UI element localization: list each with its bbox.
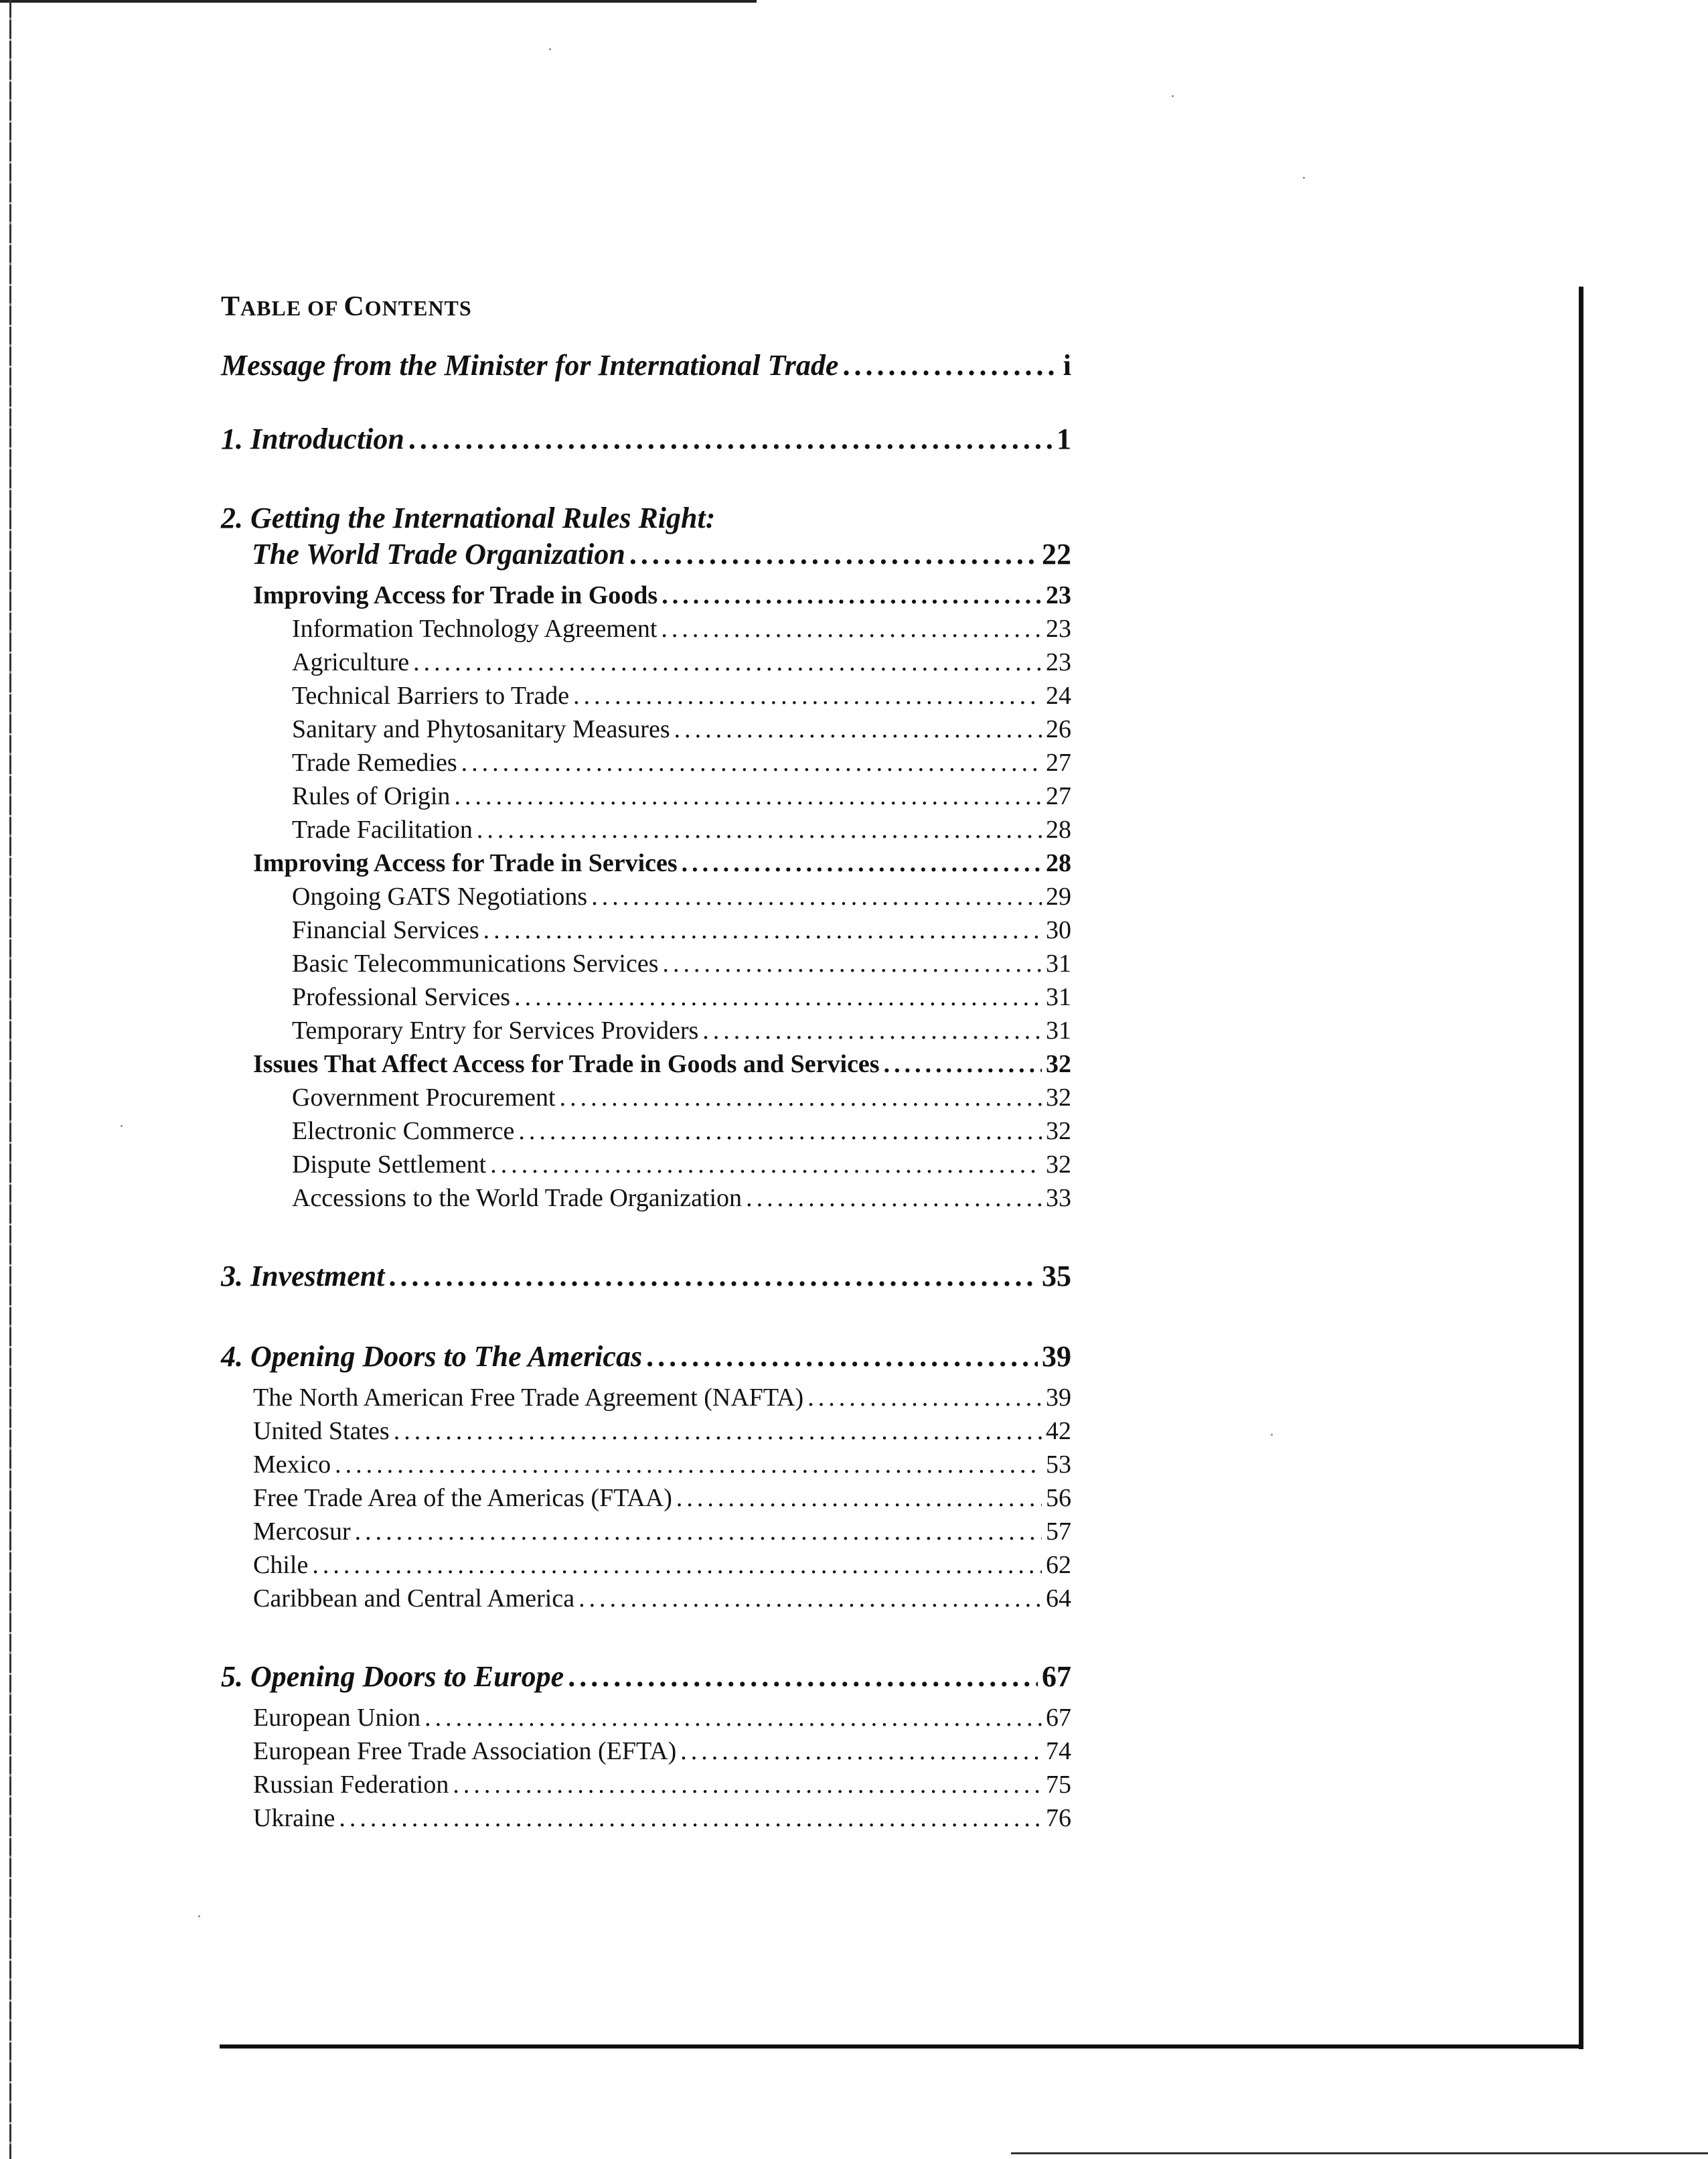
toc-subentry[interactable] (221, 1148, 1071, 1181)
toc-entry-label: Trade Remedies (292, 749, 457, 777)
toc-page-number: 31 (1046, 1017, 1071, 1045)
toc-subentry[interactable] (221, 1381, 1071, 1414)
toc-entry-label: Technical Barriers to Trade (292, 682, 570, 710)
toc-subentry[interactable] (221, 713, 1071, 746)
dot-leader (413, 646, 1042, 679)
toc-entry-label: Agriculture (292, 648, 410, 676)
dot-leader (335, 1448, 1042, 1481)
toc-subentry[interactable] (221, 612, 1071, 646)
dot-leader (842, 347, 1059, 384)
dot-leader (568, 1658, 1038, 1696)
scan-speck (1172, 95, 1174, 97)
toc-entry-label: Free Trade Area of the Americas (FTAA) (253, 1484, 672, 1512)
dot-leader (662, 579, 1042, 612)
toc-entry-label: European Free Trade Association (EFTA) (253, 1737, 677, 1765)
toc-page-number: 56 (1046, 1484, 1071, 1512)
dot-leader (388, 1258, 1038, 1295)
toc-page-number: 42 (1046, 1417, 1071, 1445)
dot-leader (312, 1548, 1042, 1582)
toc-subentry[interactable] (221, 646, 1071, 679)
toc-page-number: 32 (1046, 1150, 1071, 1179)
dot-leader (514, 980, 1042, 1014)
spacer (221, 1615, 1071, 1658)
toc-subentry[interactable] (221, 980, 1071, 1014)
toc-entry-label: Caribbean and Central America (253, 1584, 575, 1613)
toc-entry-label: Basic Telecommunications Services (292, 950, 659, 978)
toc-entry-label: Electronic Commerce (292, 1117, 515, 1145)
dot-leader (591, 880, 1042, 913)
scan-speck (1271, 1434, 1273, 1436)
toc-entry-label: Temporary Entry for Services Providers (292, 1017, 699, 1045)
toc-entry-chapter-4[interactable] (221, 1338, 1071, 1375)
toc-page-number: 76 (1046, 1804, 1071, 1832)
toc-page-number: 1 (1057, 423, 1071, 455)
toc-subentry[interactable] (221, 1701, 1071, 1734)
toc-entry-label: Government Procurement (292, 1084, 556, 1112)
toc-heading-part: ABLE OF (240, 296, 344, 320)
toc-entry-label: European Union (253, 1704, 421, 1732)
toc-page-number: 75 (1046, 1771, 1071, 1799)
toc-subentry[interactable] (221, 880, 1071, 913)
toc-entry-label: Sanitary and Phytosanitary Measures (292, 715, 670, 743)
toc-entry-label: Dispute Settlement (292, 1150, 487, 1179)
toc-entry-label: 5. Opening Doors to Europe (221, 1660, 564, 1693)
toc-subentry[interactable] (221, 1481, 1071, 1515)
toc-page-number: 33 (1046, 1184, 1071, 1212)
toc-section-goods[interactable] (221, 579, 1071, 612)
toc-entry-label: Mercosur (253, 1517, 351, 1546)
dot-leader (676, 1481, 1042, 1515)
dot-leader (663, 947, 1042, 980)
dot-leader (573, 679, 1042, 713)
toc-entry-label: United States (253, 1417, 390, 1445)
toc-chapter-2-title-line1[interactable]: 2. Getting the International Rules Right: (221, 502, 716, 534)
toc-page-number: 22 (1042, 538, 1071, 571)
toc-page-number: i (1063, 349, 1071, 382)
toc-heading-part: T (221, 291, 241, 322)
toc-entry-label: The World Trade Organization (252, 538, 625, 571)
toc-heading-part: ONTENTS (364, 296, 472, 320)
toc-page-number: 31 (1046, 950, 1071, 978)
toc-subentry[interactable] (221, 746, 1071, 779)
dot-leader (746, 1181, 1042, 1215)
toc-entry-chapter-5[interactable] (221, 1658, 1071, 1696)
dot-leader (674, 713, 1042, 746)
spacer (221, 1215, 1071, 1258)
dot-leader (682, 846, 1042, 880)
toc-subentry[interactable] (221, 1768, 1071, 1801)
toc-subentry[interactable] (221, 1582, 1071, 1615)
toc-page-number: 26 (1046, 715, 1071, 743)
toc-entry-label: Ukraine (253, 1804, 335, 1832)
toc-page-number: 29 (1046, 883, 1071, 911)
dot-leader (702, 1014, 1042, 1047)
scan-bottom-line (1011, 2152, 1708, 2154)
dot-leader (355, 1515, 1042, 1548)
toc-subentry[interactable] (221, 1081, 1071, 1114)
dot-leader (424, 1701, 1042, 1734)
spacer (221, 573, 1071, 579)
toc-subentry[interactable] (221, 913, 1071, 947)
dot-leader (629, 536, 1038, 573)
dot-leader (884, 1047, 1042, 1081)
toc-subentry[interactable] (221, 1448, 1071, 1481)
toc-page-number: 28 (1046, 816, 1071, 844)
dot-leader (483, 913, 1042, 947)
toc-entry-label: Trade Facilitation (292, 816, 473, 844)
toc-heading (221, 291, 1071, 323)
toc-entry-label: Improving Access for Trade in Goods (253, 581, 658, 609)
toc-entry-label: The North American Free Trade Agreement (NAFTA) (253, 1384, 804, 1412)
page-frame-right-rule (1579, 287, 1583, 2049)
toc-subentry[interactable] (221, 1414, 1071, 1448)
toc-entry-label: Professional Services (292, 983, 511, 1011)
toc-page-number: 32 (1046, 1117, 1071, 1145)
spacer (221, 1696, 1071, 1701)
dot-leader (661, 612, 1042, 646)
toc-entry-label: Information Technology Agreement (292, 615, 657, 643)
toc-entry-label: Ongoing GATS Negotiations (292, 883, 588, 911)
dot-leader (461, 746, 1042, 779)
toc-entry-message[interactable] (221, 347, 1071, 384)
dot-leader (408, 421, 1053, 458)
toc-entry-label: Financial Services (292, 916, 479, 944)
toc-page-number: 53 (1046, 1450, 1071, 1479)
toc-entry-label: Improving Access for Trade in Services (253, 849, 678, 877)
toc-subentry[interactable] (221, 1181, 1071, 1215)
toc-page-number: 30 (1046, 916, 1071, 944)
toc-entry-label: Chile (253, 1551, 309, 1579)
toc-page-number: 27 (1046, 782, 1071, 810)
toc-page-number: 62 (1046, 1551, 1071, 1579)
toc-subentry[interactable] (221, 1114, 1071, 1148)
toc-entry-label: Rules of Origin (292, 782, 451, 810)
toc-page-number: 23 (1046, 581, 1071, 609)
spacer (221, 1295, 1071, 1338)
toc-subentry[interactable] (221, 1734, 1071, 1768)
toc-entry-label: 1. Introduction (221, 423, 404, 455)
dot-leader (578, 1582, 1042, 1615)
table-of-contents (221, 291, 1071, 1835)
spacer (221, 458, 1071, 501)
scan-speck (121, 1125, 123, 1127)
toc-page-number: 35 (1042, 1260, 1071, 1292)
toc-page-number: 64 (1046, 1584, 1071, 1613)
toc-page-number: 39 (1046, 1384, 1071, 1412)
toc-page-number: 32 (1046, 1050, 1071, 1078)
toc-subentry[interactable] (221, 947, 1071, 980)
toc-page-number: 67 (1042, 1660, 1071, 1693)
toc-entry-label: 4. Opening Doors to The Americas (221, 1340, 643, 1373)
scan-speck (549, 48, 551, 50)
toc-entry-label: 3. Investment (221, 1260, 385, 1292)
toc-page-number: 67 (1046, 1704, 1071, 1732)
toc-section-issues[interactable] (221, 1047, 1071, 1081)
dot-leader (339, 1801, 1042, 1835)
toc-subentry[interactable] (221, 1515, 1071, 1548)
toc-subentry[interactable] (221, 779, 1071, 813)
scan-speck (198, 1915, 200, 1917)
dot-leader (477, 813, 1042, 846)
toc-page-number: 32 (1046, 1084, 1071, 1112)
dot-leader (454, 779, 1042, 813)
toc-entry-label: Issues That Affect Access for Trade in Goods and Services (253, 1050, 880, 1078)
toc-entry-label: Accessions to the World Trade Organization (292, 1184, 743, 1212)
toc-entry-label: Russian Federation (253, 1771, 449, 1799)
toc-subentry[interactable] (221, 1014, 1071, 1047)
toc-section-services[interactable] (221, 846, 1071, 880)
scan-left-edge (9, 0, 11, 2159)
toc-subentry[interactable] (221, 813, 1071, 846)
toc-entry-introduction[interactable] (221, 421, 1071, 458)
toc-subentry[interactable] (221, 679, 1071, 713)
scan-speck (1303, 177, 1305, 179)
toc-entry-label: Message from the Minister for International Trade (221, 349, 839, 382)
toc-page-number: 23 (1046, 615, 1071, 643)
dot-leader (646, 1338, 1038, 1375)
toc-subentry[interactable] (221, 1548, 1071, 1582)
dot-leader (453, 1768, 1042, 1801)
scan-top-line (0, 0, 757, 3)
toc-page-number: 28 (1046, 849, 1071, 877)
toc-entry-chapter-2[interactable] (221, 536, 1071, 573)
toc-page-number: 23 (1046, 648, 1071, 676)
toc-subentry[interactable] (221, 1801, 1071, 1835)
dot-leader (518, 1114, 1042, 1148)
spacer (221, 384, 1071, 421)
spacer (221, 1375, 1071, 1381)
toc-page-number: 24 (1046, 682, 1071, 710)
dot-leader (807, 1381, 1042, 1414)
toc-entry-label: Mexico (253, 1450, 331, 1479)
toc-page-number: 57 (1046, 1517, 1071, 1546)
toc-page-number: 74 (1046, 1737, 1071, 1765)
toc-entry-chapter-3[interactable] (221, 1258, 1071, 1295)
toc-page-number: 27 (1046, 749, 1071, 777)
dot-leader (394, 1414, 1042, 1448)
dot-leader (560, 1081, 1042, 1114)
dot-leader (490, 1148, 1042, 1181)
page-frame-bottom-rule (220, 2044, 1583, 2049)
toc-page-number: 31 (1046, 983, 1071, 1011)
toc-page-number: 39 (1042, 1340, 1071, 1373)
toc-heading-part: C (343, 291, 365, 322)
dot-leader (680, 1734, 1042, 1768)
